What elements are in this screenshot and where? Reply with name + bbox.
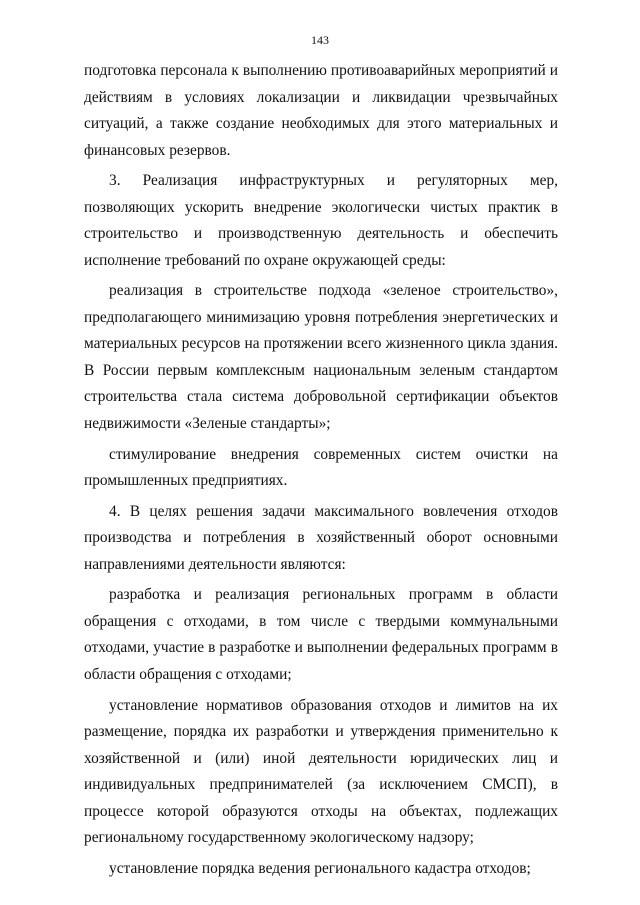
paragraph: установление порядка ведения регионального кадастра отходов; (109, 859, 531, 877)
text-body (84, 58, 558, 887)
paragraph: разработка и реализация региональных программ в области обращения с отходами, в том числе с твердыми коммунальными отходами, участие в разработке и выполнении федеральных программ в области обращения с отходами; (84, 586, 558, 683)
paragraph: установление нормативов образования отходов и лимитов на их размещение, порядка их разработки и утверждения применительно к хозяйственной и (или) иной деятельности юридических лиц и индивидуальных предпринимателей (за исключением СМСП), в процессе которой образуются отходы на объектах, подлежащих региональному государственному экологическому надзору; (84, 696, 558, 847)
paragraph: 4. В целях решения задачи максимального вовлечения отходов производства и потребления в хозяйственный оборот основными направлениями деятельности являются: (84, 502, 558, 573)
paragraph: 3. Реализация инфраструктурных и регуляторных мер, позволяющих ускорить внедрение экологически чистых практик в строительство и производственную деятельность и обеспечить исполнение требований по охране окружающей среды: (84, 172, 558, 269)
paragraph: стимулирование внедрения современных систем очистки на промышленных предприятиях. (84, 445, 558, 490)
paragraph: подготовка персонала к выполнению противоаварийных мероприятий и действиям в условиях локализации и ликвидации чрезвычайных ситуаций, а также создание необходимых для этого материальных и финансовых резервов. (84, 62, 558, 159)
page-number: 143 (311, 33, 329, 47)
paragraph: реализация в строительстве подхода «зеленое строительство», предполагающего минимизацию уровня потребления энергетических и материальных ресурсов на протяжении всего жизненного цикла здания. В России первым комплексным национальным зеленым стандартом строительства стала система добровольной сертификации объектов недвижимости «Зеленые стандарты»; (84, 282, 558, 432)
